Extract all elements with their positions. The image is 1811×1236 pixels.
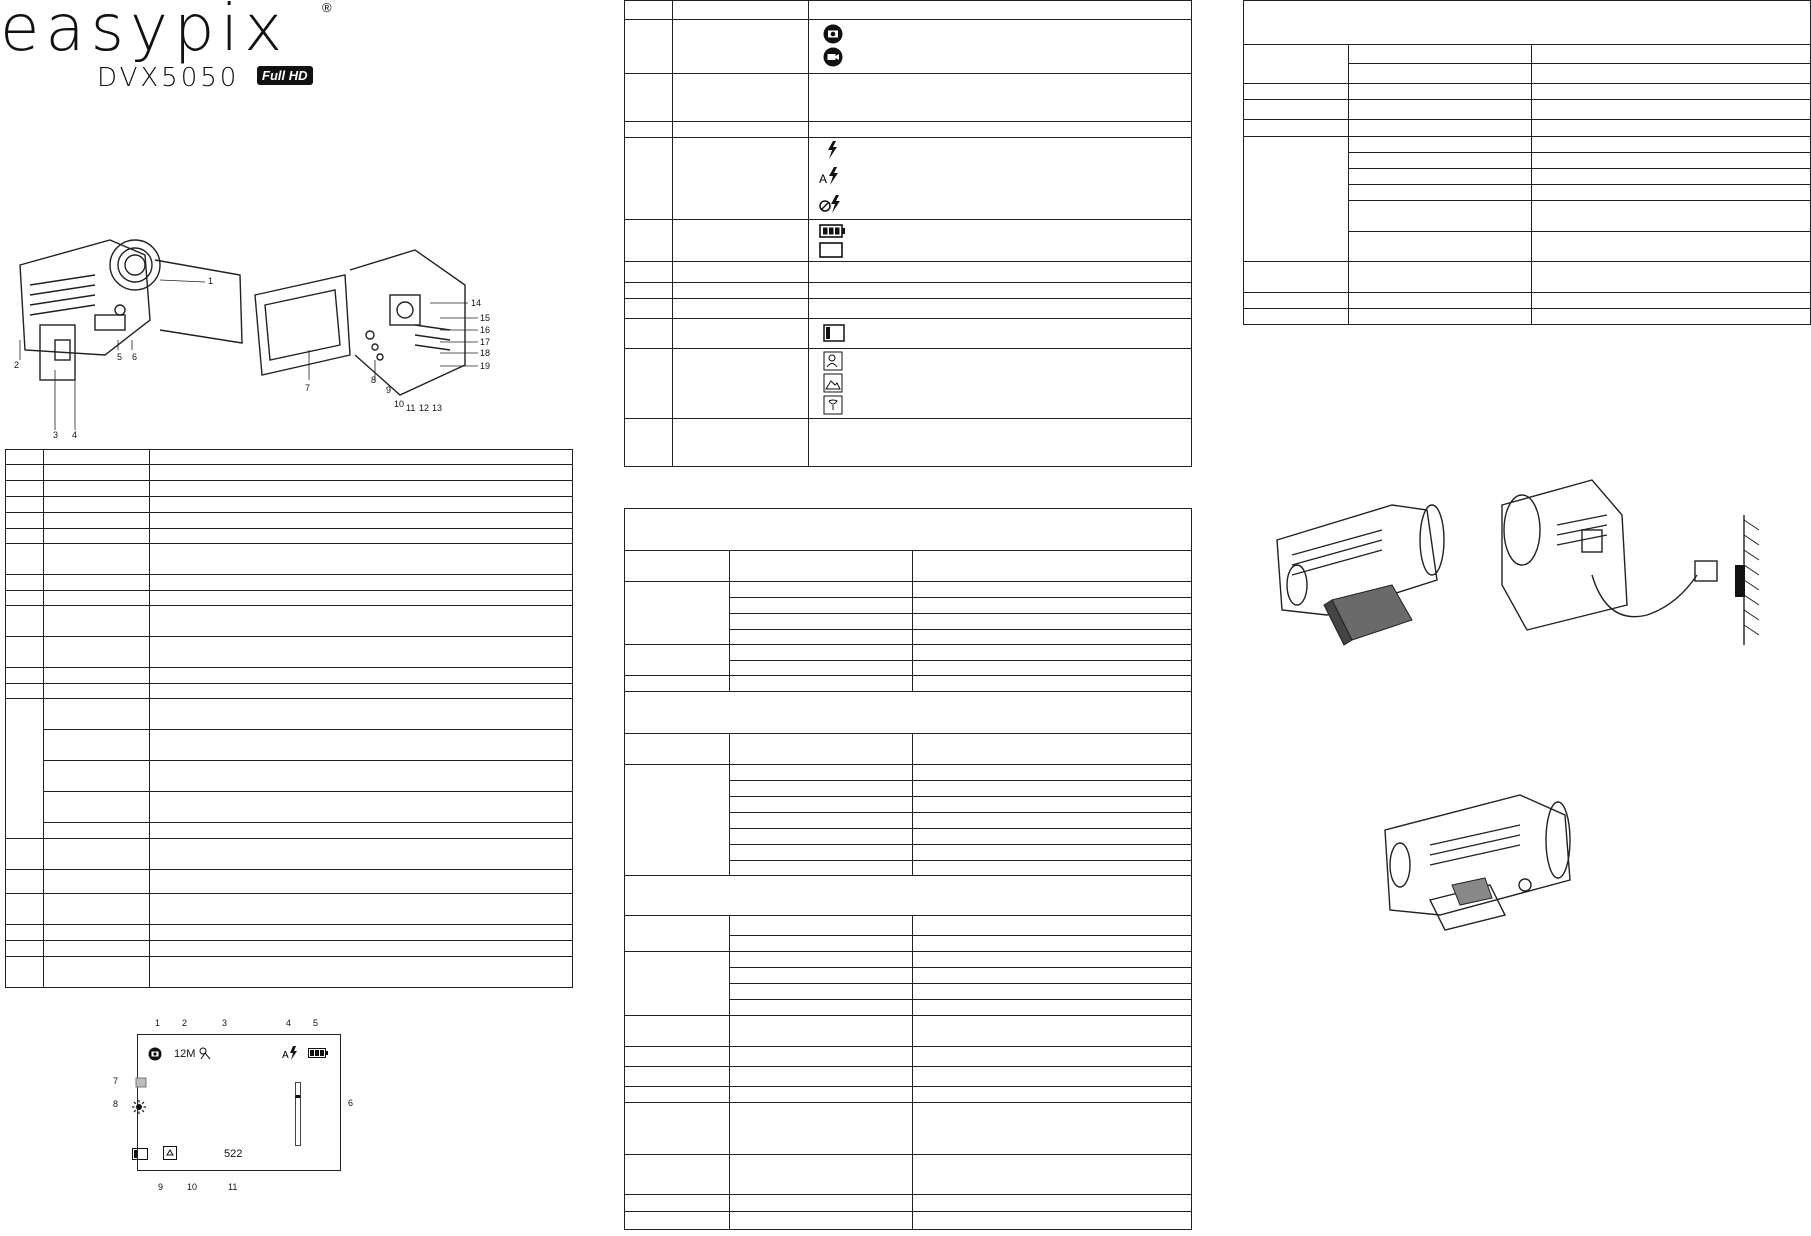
battery-full-icon-large [819,224,845,238]
settings-table-1 [624,508,1192,1230]
callout-18: 18 [480,348,491,358]
callout-17: 17 [480,337,491,347]
lcd-screen-diagram [137,1034,341,1171]
full-hd-badge: Full HD [257,66,313,85]
model-name: DVX5050 [97,63,240,93]
scene-macro-icon [823,395,843,415]
zoom-bar [295,1082,301,1146]
charging-illustration [1497,475,1767,655]
lcd-callout-8: 8 [113,1099,119,1109]
parts-table [5,449,573,988]
resolution-indicator: 12M [174,1048,196,1060]
callout-14: 14 [471,298,482,308]
white-balance-sun-icon [132,1100,146,1114]
battery-insertion-illustration [1272,490,1462,655]
callout-4: 4 [72,430,78,440]
callout-15: 15 [480,313,491,323]
lcd-callout-10: 10 [187,1182,198,1192]
callout-1: 1 [208,276,214,286]
camcorder-side-illustration [10,225,250,405]
callout-7: 7 [305,383,311,393]
flash-off-icon [819,194,843,214]
scene-landscape-icon [823,373,843,393]
flash-auto-icon [819,166,841,186]
callout-13: 13 [432,403,443,413]
settings-table-2 [1243,0,1811,325]
camcorder-callout-lines-right [0,0,1,1]
callout-3: 3 [53,430,59,440]
camcorder-screen-illustration [250,245,470,405]
callout-9: 9 [386,385,392,395]
lcd-callout-6: 6 [348,1098,354,1108]
lcd-callout-11: 11 [228,1182,238,1192]
callout-11: 11 [406,403,416,413]
lcd-icon-table [624,0,1192,467]
lcd-callout-3: 3 [222,1018,228,1028]
scene-portrait-icon [823,351,843,371]
callout-6: 6 [132,352,138,362]
svg-text:A: A [819,172,828,186]
battery-empty-icon [819,242,845,258]
callout-12: 12 [419,403,430,413]
lcd-callout-4: 4 [286,1018,292,1028]
sd-card-insertion-illustration [1380,790,1575,940]
svg-text:A: A [282,1050,289,1061]
callout-2: 2 [14,360,20,370]
callout-10: 10 [394,399,405,409]
lcd-callout-5: 5 [313,1018,319,1028]
scene-mode-icon [198,1046,212,1060]
sd-card-icon-large [823,324,845,342]
photo-mode-icon [823,24,843,44]
table-cell [6,450,44,465]
shots-remaining: 522 [224,1148,243,1160]
battery-full-icon [308,1048,328,1058]
registered-mark: ® [322,0,332,15]
callout-8: 8 [371,375,377,385]
auto-flash-icon [282,1045,298,1061]
lcd-callout-9: 9 [158,1182,164,1192]
callout-16: 16 [480,325,491,335]
lcd-callout-7: 7 [113,1076,119,1086]
macro-mode-icon [163,1146,177,1160]
callout-5: 5 [117,352,123,362]
camera-mode-icon [148,1047,162,1061]
flash-on-icon [825,141,839,159]
sd-card-icon [132,1148,148,1160]
callout-19: 19 [480,361,491,371]
video-mode-icon [823,47,843,67]
lcd-callout-2: 2 [182,1018,188,1028]
burst-mode-icon [134,1077,148,1089]
lcd-callout-1: 1 [155,1018,161,1028]
logo-text: easypix [0,0,289,66]
